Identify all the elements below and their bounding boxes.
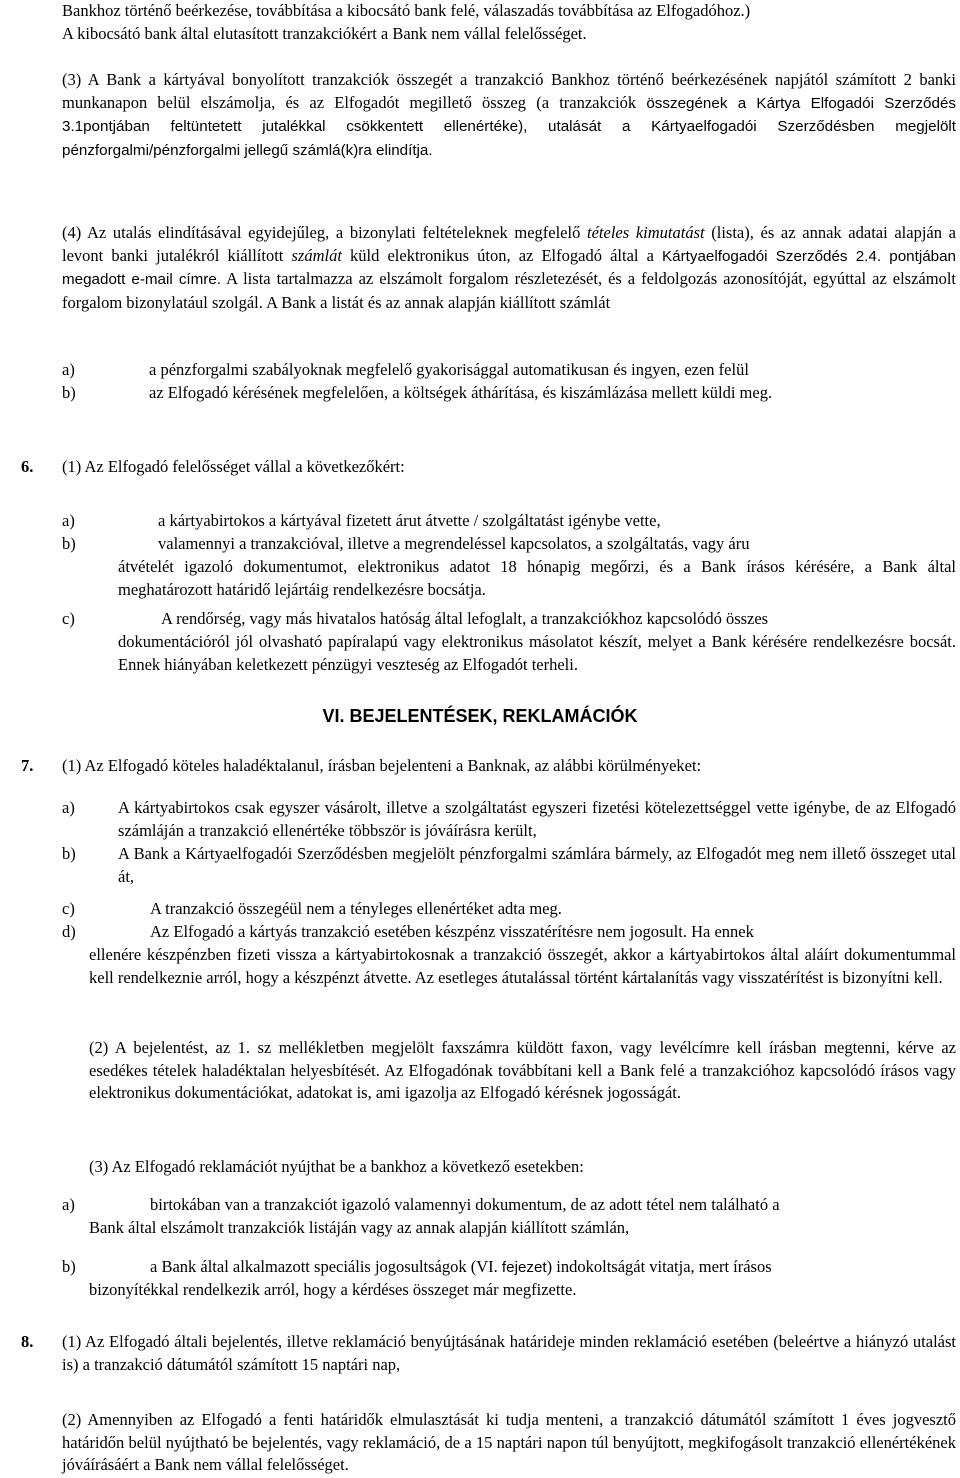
list-item-first-line: birtokában van a tranzakciót igazoló valamennyi dokumentum, de az adott tétel nem található a [150, 1195, 780, 1214]
list-item-first-line: A rendőrség, vagy más hivatalos hatóság által lefoglalt, a tranzakciókhoz kapcsolódó összes [161, 609, 769, 628]
list-item: a kártyabirtokos a kártyával fizetett árut átvette / szolgáltatást igénybe vette, [158, 511, 661, 530]
paragraph-4-text-4: Kártyaelfogadói Szerződés 2.4. pontjában megadott e-mail címre. [62, 247, 956, 288]
list-item-continuation: bizonyítékkal rendelkezik arról, hogy a kérdéses összeget már megfizette. [89, 1280, 577, 1299]
paragraph-8-2: (2) Amennyiben az Elfogadó a fenti határidők elmulasztását ki tudja menteni, a tranzakció dátumától számított 1 éves jogvesztő határidőn belül nyújtható be bejelentés, vagy reklamáció, de a 15 naptári napon túl benyújtott, megkifogásolt tranzakció ellenértékének jóváírásáért a Bank nem vállal felelősséget. [62, 1410, 956, 1474]
list-label: a) [62, 1195, 75, 1214]
section-number: 8. [21, 1332, 34, 1351]
paragraph-3-text-a: (3) A Bank a kártyával bonyolított tranzakciók összegét a tranzakció Bankhoz történő beérkezésének napjától számított 2 banki munkanapon belül elszámolja, és az Elfogadót megillető összeg (a tranzakciók [62, 70, 956, 112]
paragraph-4-text-2: (lista), és az annak adatai alapján a levont banki jutalékról kiállított [62, 223, 956, 265]
list-label: a) [62, 511, 75, 530]
section-number: 6. [21, 457, 34, 476]
paragraph-3 [62, 69, 956, 162]
list-label: c) [62, 899, 75, 918]
carryover-line-1: Bankhoz történő beérkezése, továbbítása a kibocsátó bank felé, válaszadás továbbítása az Elfogadóhoz.) [62, 1, 751, 20]
list-label: d) [62, 922, 76, 941]
list-item: A kártyabirtokos csak egyszer vásárolt, illetve a szolgáltatást egyszeri fizetési kötelezettséggel vette igénybe, de az Elfogadó számláján a tranzakció ellenértéke többször is jóváírásra került, [118, 798, 956, 840]
list-item-first-line: Az Elfogadó a kártyás tranzakció esetében készpénz visszatérítésre nem jogosult. Ha ennek [150, 922, 754, 941]
paragraph-4-text-3: küld elektronikus úton, az Elfogadó által a [341, 245, 663, 265]
section-heading: VI. BEJELENTÉSEK, REKLAMÁCIÓK [322, 706, 638, 726]
section-6-intro: (1) Az Elfogadó felelősséget vállal a következőkért: [62, 457, 405, 476]
carryover-paragraph [62, 0, 956, 45]
list-label: b) [62, 844, 76, 863]
list-item-continuation: dokumentációról jól olvasható papíralapú vagy elektronikus másolatot készít, melyet a Bank kérésére rendelkezésre bocsát. Ennek hiányában keletkezett pénzügyi veszteség az Elfogadót terheli. [118, 632, 956, 674]
paragraph-8-1: (1) Az Elfogadó általi bejelentés, illetve reklamáció benyújtásának határideje minden reklamáció esetében (beleértve a hiányzó utalást is) a tranzakció dátumától számított 15 naptári nap, [62, 1332, 956, 1374]
list-item-text-sans: fejezet [501, 1259, 547, 1276]
paragraph-4-text-1: (4) Az utalás elindításával egyidejűleg, a bizonylati feltételeknek megfelelő [62, 223, 588, 242]
list-item: a pénzforgalmi szabályoknak megfelelő gyakorisággal automatikusan és ingyen, ezen felül [149, 360, 749, 379]
list-item: A Bank a Kártyaelfogadói Szerződésben megjelölt pénzforgalmi számlára bármely, az Elfogadót meg nem illető összeget utal át, [118, 844, 956, 886]
list-item-first-line [150, 1256, 956, 1280]
list-label: a) [62, 360, 75, 379]
paragraph-7-2: (2) A bejelentést, az 1. sz mellékletben megjelölt faxszámra küldött faxon, vagy levélcímre kell írásban megtenni, kérve az esedékes tételek haladéktalan helyesbítését. Az Elfogadónak továbbítani kell a Bank felé a tranzakcióhoz kapcsolódó írásos vagy elektronikus dokumentációkat, adatokat is, ami igazolja az Elfogadó kérésnek jogosságát. [89, 1038, 956, 1102]
list-item-text: a Bank által alkalmazott speciális jogosultságok (VI. [150, 1257, 502, 1276]
carryover-line-2: A kibocsátó bank által elutasított tranzakciókért a Bank nem vállal felelősséget. [62, 23, 587, 43]
list-item: az Elfogadó kérésének megfelelően, a költségek áthárítása, és kiszámlázása mellett küldi meg. [149, 383, 773, 402]
list-item-first-line: valamennyi a tranzakcióval, illetve a megrendeléssel kapcsolatos, a szolgáltatás, vagy áru [158, 534, 750, 553]
section-number: 7. [21, 756, 34, 775]
list-item-continuation: ellenére készpénzben fizeti vissza a kártyabirtokosnak a tranzakció összegét, akkor a kártyabirtokos által aláírt dokumentummal kell rendelkeznie arról, hogy a készpénzt átvette. Az esetleges átutalással történt kártalanítás vagy visszatérítést is bizonyítni kell. [89, 945, 956, 987]
list-item-continuation: Bank által elszámolt tranzakciók listáján vagy az annak alapján kiállított számlán, [89, 1218, 630, 1237]
paragraph-4-italic-2: számlát [291, 245, 342, 265]
list-label: b) [62, 534, 76, 553]
paragraph-4 [62, 222, 956, 314]
list-label: b) [62, 383, 76, 402]
list-label: b) [62, 1257, 76, 1276]
list-label: c) [62, 609, 75, 628]
list-item: A tranzakció összegéül nem a tényleges ellenértéket adta meg. [150, 899, 562, 918]
paragraph-4-italic-1: tételes kimutatást [587, 223, 705, 242]
list-item-continuation: átvételét igazoló dokumentumot, elektronikus adatot 18 hónapig megőrzi, és a Bank írásos kérésére, a Bank által meghatározott határidő lejártáig rendelkezésre bocsátja. [118, 557, 956, 599]
section-7-intro: (1) Az Elfogadó köteles haladéktalanul, írásban bejelenteni a Banknak, az alábbi körülményeket: [62, 756, 702, 775]
paragraph-3-text-b: összegének a Kártya Elfogadói Szerződés 3.1pontjában feltüntetett jutalékkal csökkentett ellenértéke), utalását a Kártyaelfogadói Szerződésben megjelölt pénzforgalmi/pénzforgalmi jellegű számlá(k)ra elindítja. [62, 94, 956, 159]
list-item-text: ) indokoltságát vitatja, mert írásos [546, 1257, 772, 1276]
paragraph-7-3: (3) Az Elfogadó reklamációt nyújthat be a bankhoz a következő esetekben: [89, 1157, 584, 1176]
list-label: a) [62, 798, 75, 817]
paragraph-4-text-5: A lista tartalmazza az elszámolt forgalom részletezését, és a feldolgozás azonosítóját, egyúttal az elszámolt forgalom bizonylatául szolgál. A Bank a listát és az annak alapján kiállított számlát [62, 269, 956, 312]
